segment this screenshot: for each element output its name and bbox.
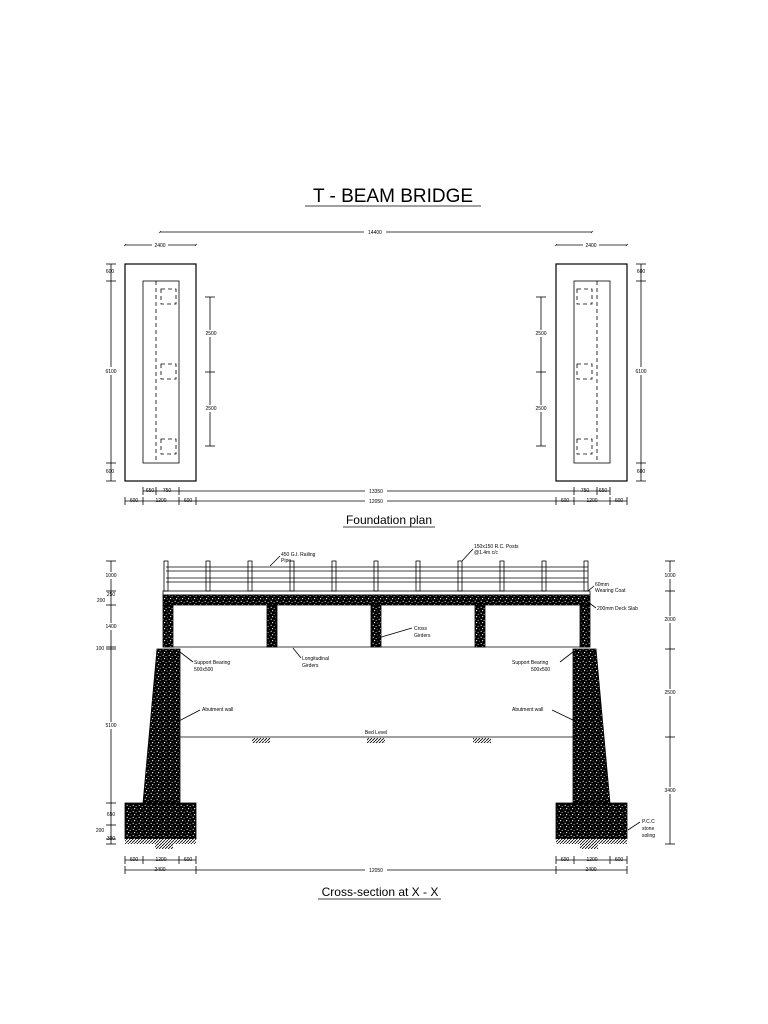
label-bearing-left-1: Support Bearing — [194, 660, 231, 666]
dim-sec-left-5: 5100 — [105, 723, 117, 729]
dim-sec-bot1-e: 1200 — [586, 857, 598, 863]
railing-post — [248, 561, 252, 591]
label-cross-2: Girders — [414, 633, 431, 639]
dim-right-mid: 6100 — [635, 369, 647, 375]
dim-sec-left-8: 300 — [106, 836, 116, 842]
right-footing — [556, 264, 627, 481]
bed-hatch — [367, 738, 385, 743]
dim-plan-bot2-d: 12050 — [369, 499, 383, 505]
label-wearing-1: 60mm — [595, 582, 609, 588]
girder-left — [163, 605, 173, 647]
label-deck: 200mm Deck Slab — [597, 606, 638, 612]
railing-post — [500, 561, 504, 591]
left-bearing-pad-mid — [161, 364, 176, 379]
dim-inner-right-lower: 2500 — [535, 406, 547, 412]
dim-left-mid: 6100 — [105, 369, 117, 375]
dim-sec-left-7: 200 — [95, 828, 105, 834]
dim-sec-left-4: 100 — [95, 646, 105, 652]
deck-slab — [163, 595, 590, 605]
dim-sec-right-3: 3400 — [664, 788, 676, 794]
dim-plan-bot1-a: 650 — [145, 488, 155, 494]
dim-left-bot: 600 — [105, 469, 115, 475]
dim-inner-left-upper: 2500 — [205, 331, 217, 337]
label-long-1: Longitudinal — [302, 656, 329, 662]
right-bearing-pad-bot — [577, 439, 592, 454]
dim-right-bot: 600 — [636, 469, 646, 475]
label-abutment-right: Abutment wall — [512, 707, 544, 713]
dim-plan-bot2-f: 1200 — [586, 498, 598, 504]
railing-post — [164, 561, 168, 591]
label-bearing-left-2: 500x500 — [194, 667, 214, 673]
right-abutment-wall — [573, 649, 610, 803]
label-cross-1: Cross — [414, 626, 428, 632]
cross-section — [96, 544, 678, 899]
railing-post — [542, 561, 546, 591]
dim-sec-bot2-a: 2400 — [154, 867, 166, 873]
label-pcc-3: soling — [642, 833, 656, 839]
bed-hatch — [473, 738, 491, 743]
left-footing-section — [125, 803, 196, 839]
dim-plan-bot1-c: 13350 — [369, 489, 383, 495]
dim-top-right: 2400 — [585, 243, 597, 249]
left-footing — [125, 264, 196, 481]
label-posts-2: @1.4m c/c — [474, 550, 498, 556]
cross-girder — [371, 605, 381, 647]
label-bed-level: Bed Level — [364, 730, 388, 736]
girder-right — [580, 605, 590, 647]
left-pcc — [125, 839, 196, 844]
railing-post — [332, 561, 336, 591]
dim-sec-bot1-a: 600 — [129, 857, 139, 863]
dim-sec-right-2: 2500 — [664, 690, 676, 696]
label-bearing-right-2: 500x500 — [531, 667, 551, 673]
railing-post — [458, 561, 462, 591]
dim-sec-left-1: 200 — [96, 598, 106, 604]
dim-right-top: 600 — [636, 269, 646, 275]
railing-post — [416, 561, 420, 591]
railing-post — [374, 561, 378, 591]
dim-plan-bot1-d: 750 — [580, 488, 590, 494]
railing-post — [290, 561, 294, 591]
right-bearing-pad-top — [577, 289, 592, 304]
dim-plan-bot1-b: 750 — [162, 488, 172, 494]
right-bearing-pad-mid — [577, 364, 592, 379]
bed-hatch — [252, 738, 270, 743]
dim-plan-bot2-g: 600 — [614, 498, 624, 504]
dim-sec-bot1-b: 1200 — [155, 857, 167, 863]
dim-inner-right-upper: 2500 — [535, 331, 547, 337]
dim-plan-bot2-a: 600 — [129, 498, 139, 504]
label-wearing-2: Wearing Coat — [595, 588, 626, 594]
label-abutment-left: Abutment wall — [202, 707, 234, 713]
drawing-title: T - BEAM BRIDGE — [312, 186, 474, 207]
label-bearing-right-1: Support Bearing — [512, 660, 549, 666]
label-railing-2: Pipe — [281, 558, 292, 564]
dim-plan-bot2-c: 600 — [183, 498, 193, 504]
dim-sec-left-3: 1400 — [105, 624, 117, 630]
cross-girder — [267, 605, 277, 647]
dim-sec-bot2-c: 2400 — [585, 867, 597, 873]
label-posts-1: 150x150 R.C. Posts — [474, 544, 519, 550]
dim-plan-bot2-e: 600 — [560, 498, 570, 504]
label-pcc-1: P.C.C — [642, 819, 655, 825]
left-bearing-pad-bot — [161, 439, 176, 454]
right-pcc — [556, 839, 627, 844]
foundation-plan — [103, 229, 649, 527]
right-footing-section — [556, 803, 627, 839]
dim-sec-left-2: 250 — [106, 592, 116, 598]
left-abutment-wall — [143, 649, 180, 803]
label-pcc-2: stone — [642, 826, 655, 832]
dim-inner-left-lower: 2500 — [205, 406, 217, 412]
railing — [164, 561, 588, 591]
dim-left-top: 600 — [105, 269, 115, 275]
plan-caption: Foundation plan — [345, 513, 433, 527]
dim-sec-left-0: 1000 — [105, 573, 117, 579]
dim-sec-bot2-b: 12050 — [369, 868, 383, 874]
dim-sec-left-6: 650 — [106, 812, 116, 818]
section-caption: Cross-section at X - X — [321, 885, 439, 899]
dim-sec-bot1-d: 600 — [560, 857, 570, 863]
dim-plan-bot1-e: 650 — [598, 488, 608, 494]
left-bearing-pad-top — [161, 289, 176, 304]
dim-sec-right-1: 2000 — [664, 617, 676, 623]
dim-sec-bot1-c: 600 — [183, 857, 193, 863]
dim-sec-bot1-f: 600 — [614, 857, 624, 863]
wearing-coat — [163, 591, 590, 595]
railing-post — [206, 561, 210, 591]
dim-plan-bot2-b: 1200 — [155, 498, 167, 504]
cross-girder — [475, 605, 485, 647]
dim-sec-right-0: 1000 — [664, 573, 676, 579]
dim-top-left: 2400 — [154, 243, 166, 249]
label-railing-1: 450 G.I. Railing — [281, 552, 316, 558]
label-long-2: Girders — [302, 663, 319, 669]
railing-post — [584, 561, 588, 591]
dim-overall: 14400 — [368, 230, 382, 236]
